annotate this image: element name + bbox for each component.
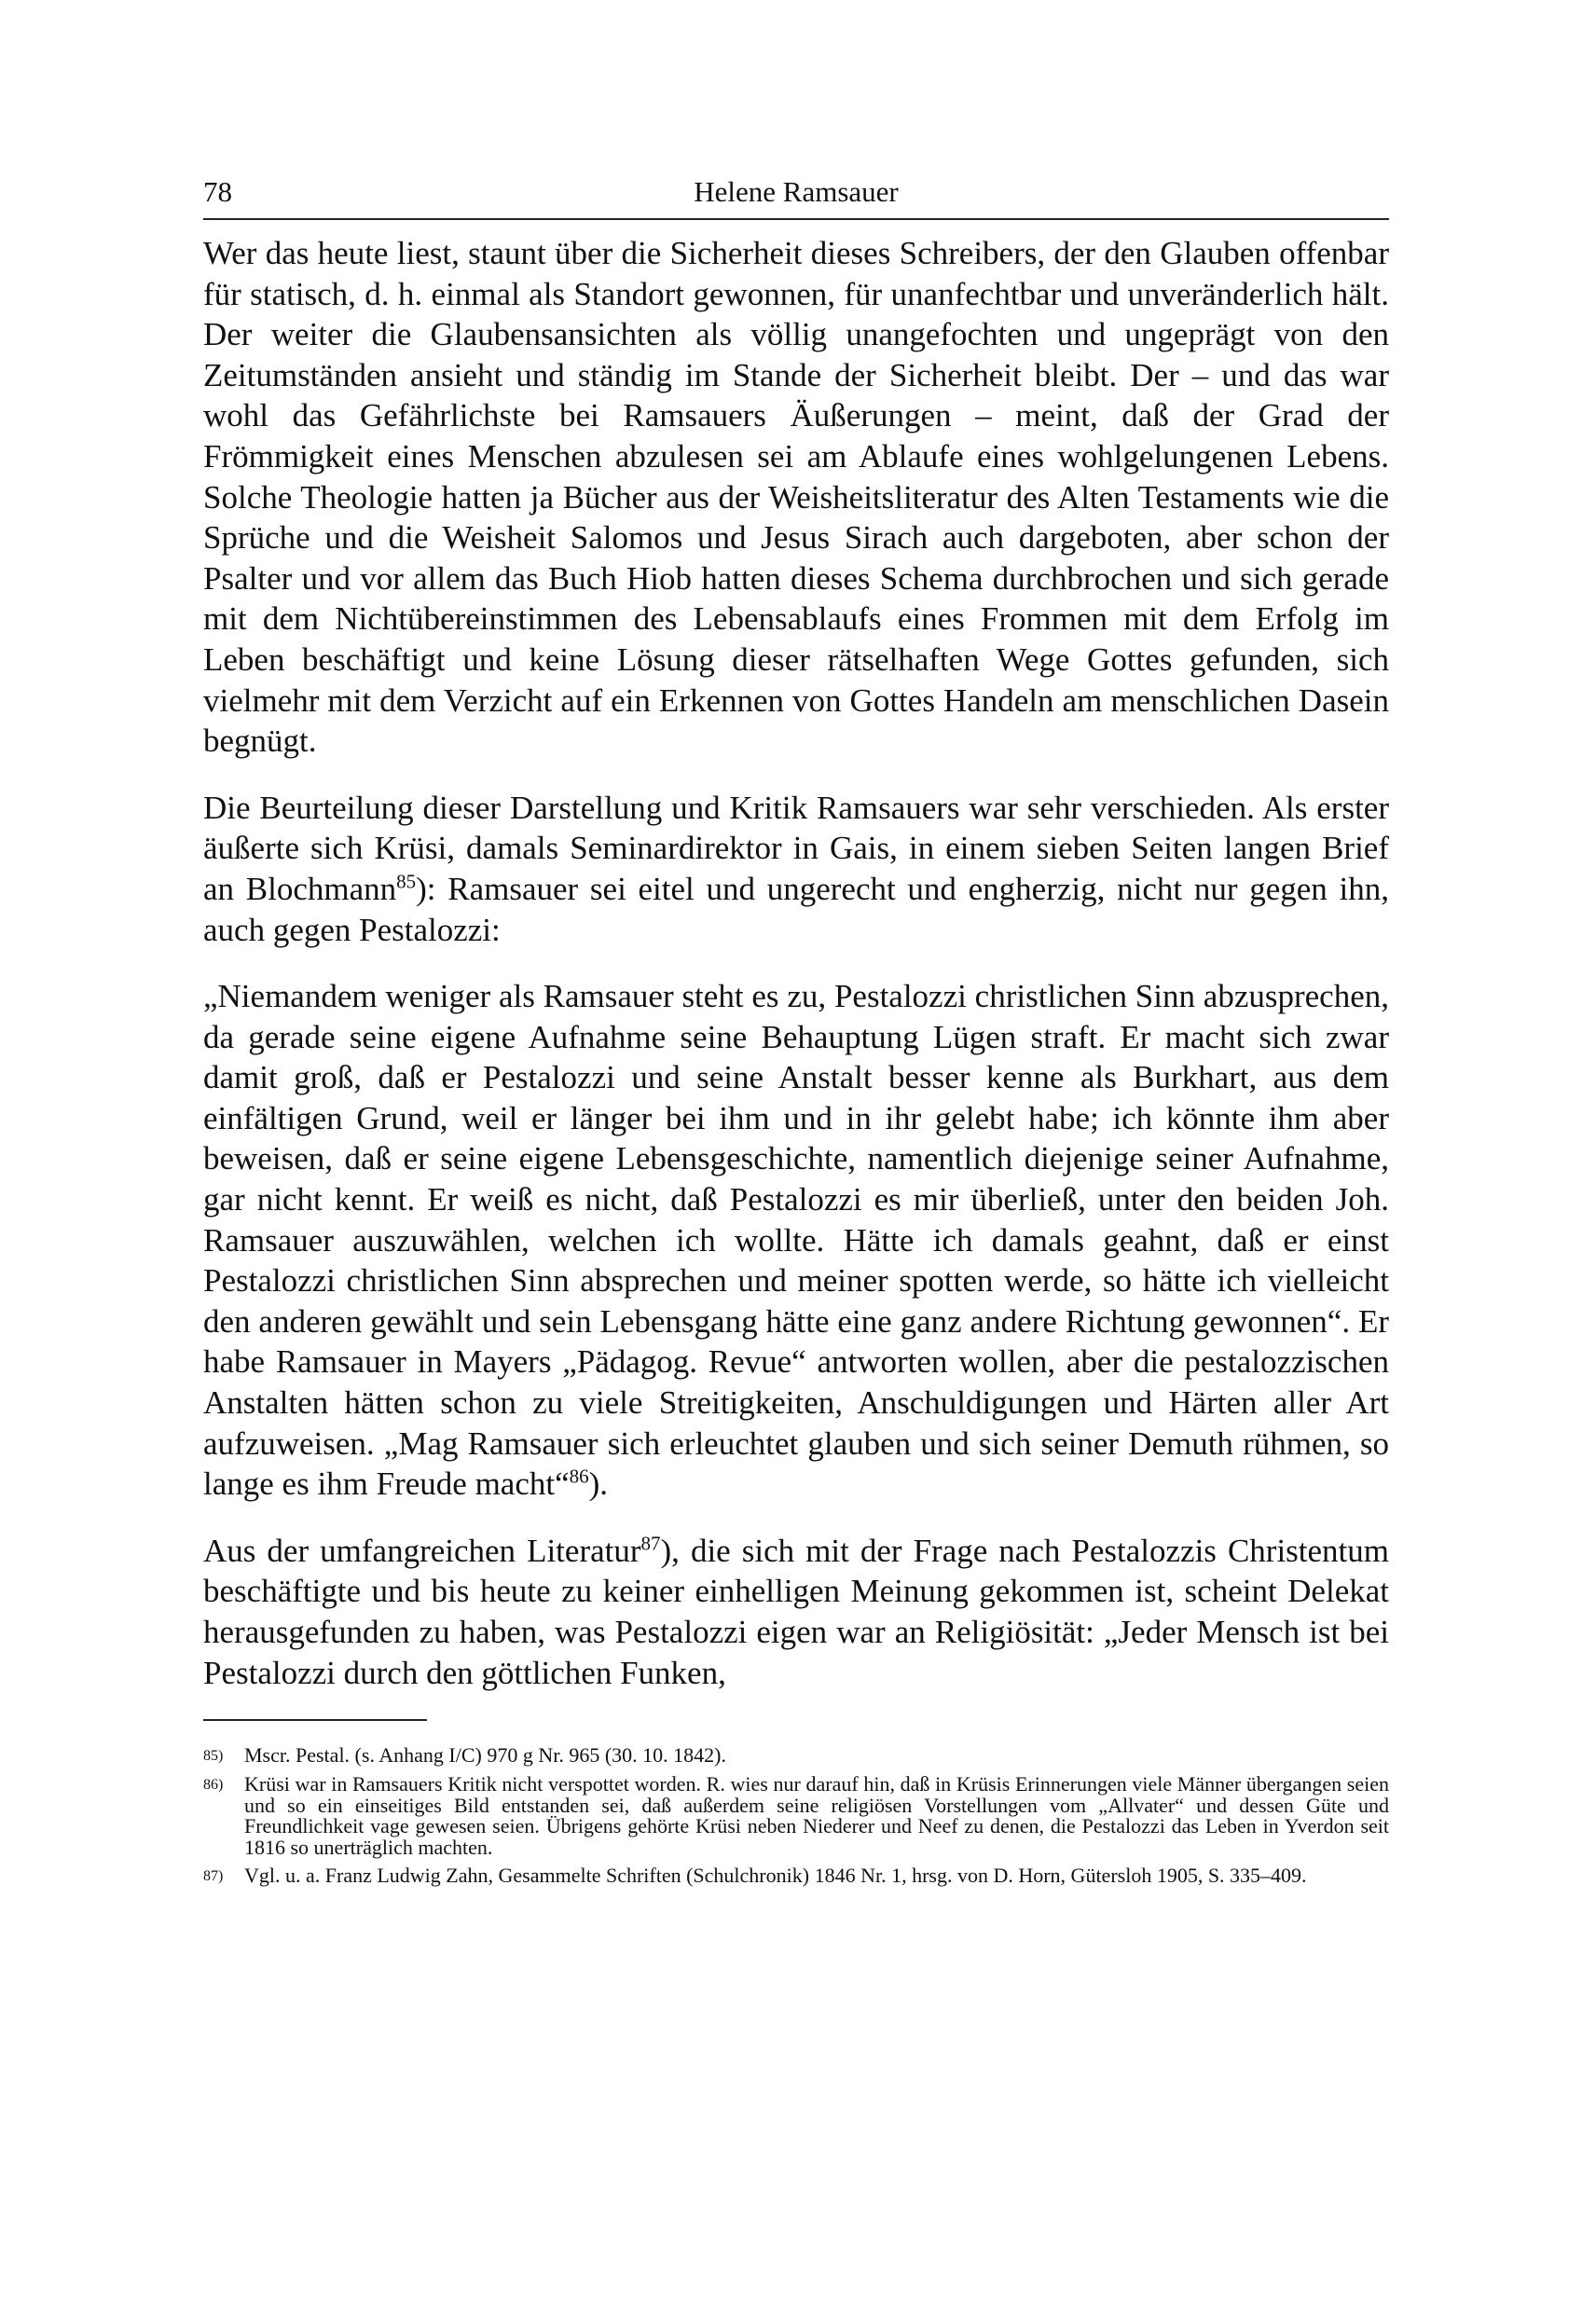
paragraph-1 [203, 233, 1389, 762]
running-header [203, 168, 1389, 216]
header-rule [203, 218, 1389, 220]
footnote-text: Vgl. u. a. Franz Ludwig Zahn, Gesammelte Schriften (Schulchronik) 1846 Nr. 1, hrsg. von D. Horn, Gütersloh 1905, S. 335–409. [244, 1864, 1307, 1888]
running-title: Helene Ramsauer [694, 175, 899, 208]
footnote-reference-85[interactable]: 85 [396, 870, 417, 893]
paragraph-2 [203, 788, 1389, 950]
footnote-reference-87[interactable]: 87 [640, 1532, 661, 1555]
footnotes [203, 1745, 1389, 1887]
footnote-reference-86[interactable]: 86 [569, 1465, 589, 1488]
page-number: 78 [203, 175, 232, 208]
footnote-86 [203, 1774, 1389, 1858]
paragraph-text: ): Ramsauer sei eitel und ungerecht und engherzig, nicht nur gegen ihn, auch gegen Pestalozzi: [203, 870, 1389, 948]
paragraph-text: Die Beurteilung dieser Darstellung und Kritik Ramsauers war sehr verschieden. Als erster äußerte sich Krüsi, damals Seminardirektor in Gais, in einem sieben Seiten langen Brief an Blochmann [203, 789, 1389, 907]
footnote-87 [203, 1865, 1389, 1887]
footnote-number: 87) [203, 1868, 224, 1885]
footnote-text: Krüsi war in Ramsauers Kritik nicht verspottet worden. R. wies nur darauf hin, daß in Krüsis Erinnerungen viele Männer übergangen seien und so ein einseitiges Bild entstanden sei, daß außerdem seine religiösen Vorstellungen vom „Allvater“ und dessen Güte und Freundlichkeit vage gewesen seien. Übrigens gehörte Krüsi neben Niederer und Neef zu denen, die Pestalozzi das Leben in Yverdon seit 1816 so unerträglich machten. [244, 1772, 1389, 1859]
footnote-85 [203, 1745, 1389, 1767]
paragraph-text: ), die sich mit der Frage nach Pestalozzis Christentum beschäftigte und bis heute zu keiner einhelligen Meinung gekommen ist, scheint Delekat herausgefunden zu haben, was Pestalozzi eigen war an Religiösität: „Jeder Mensch ist bei Pestalozzi durch den göttlichen Funken, [203, 1532, 1389, 1691]
paragraph-3-quote [203, 976, 1389, 1505]
body-text [203, 233, 1389, 1693]
paragraph-4 [203, 1531, 1389, 1693]
footnote-text: Mscr. Pestal. (s. Anhang I/C) 970 g Nr. 965 (30. 10. 1842). [244, 1743, 726, 1768]
paragraph-text: Wer das heute liest, staunt über die Sicherheit dieses Schreibers, der den Glauben offenbar für statisch, d. h. einmal als Standort gewonnen, für unanfechtbar und unveränderlich hält. Der weiter die Glaubensansichten als völlig unangefochten und ungeprägt von den Zeitumständen ansieht und ständig im Stande der Sicherheit bleibt. Der – und das war wohl das Gefährlichste bei Ramsauers Äußerungen – meint, daß der Grad der Frömmigkeit eines Menschen abzulesen sei am Ablaufe eines wohlgelungenen Lebens. Solche Theologie hatten ja Bücher aus der Weisheitsliteratur des Alten Testaments wie die Sprüche und die Weisheit Salomos und Jesus Sirach auch dargeboten, aber schon der Psalter und vor allem das Buch Hiob hatten dieses Schema durchbrochen und sich gerade mit dem Nichtübereinstimmen des Lebensablaufs eines Frommen mit dem Erfolg im Leben beschäftigt und keine Lösung dieser rätselhaften Wege Gottes gefunden, sich vielmehr mit dem Verzicht auf ein Erkennen von Gottes Handeln am menschlichen Dasein begnügt. [203, 235, 1389, 760]
paragraph-text: „Niemandem weniger als Ramsauer steht es zu, Pestalozzi christlichen Sinn abzusprechen, da gerade seine eigene Aufnahme seine Behauptung Lügen straft. Er macht sich zwar damit groß, daß er Pestalozzi und seine Anstalt besser kenne als Burkhart, aus dem einfältigen Grund, weil er länger bei ihm und in ihr gelebt habe; ich könnte ihm aber beweisen, daß er seine eigene Lebensgeschichte, namentlich diejenige seiner Aufnahme, gar nicht kennt. Er weiß es nicht, daß Pestalozzi es mir überließ, unter den beiden Joh. Ramsauer auszuwählen, welchen ich wollte. Hätte ich damals geahnt, daß er einst Pestalozzi christlichen Sinn absprechen und meiner spotten werde, so hätte ich vielleicht den anderen gewählt und sein Lebensgang hätte eine ganz andere Richtung gewonnen“. Er habe Ramsauer in Mayers „Pädagog. Revue“ antworten wollen, aber die pestalozzischen Anstalten hätten schon zu viele Streitigkeiten, Anschuldigungen und Härten aller Art aufzuweisen. „Mag Ramsauer sich erleuchtet glauben und sich seiner Demuth rühmen, so lange es ihm Freude macht“ [203, 978, 1389, 1503]
footnote-number: 86) [203, 1777, 224, 1794]
footnote-number: 85) [203, 1748, 224, 1765]
footnote-rule [203, 1719, 427, 1721]
paragraph-text: Aus der umfangreichen Literatur [203, 1532, 641, 1569]
book-page [203, 168, 1389, 1894]
paragraph-text: ). [588, 1466, 609, 1503]
